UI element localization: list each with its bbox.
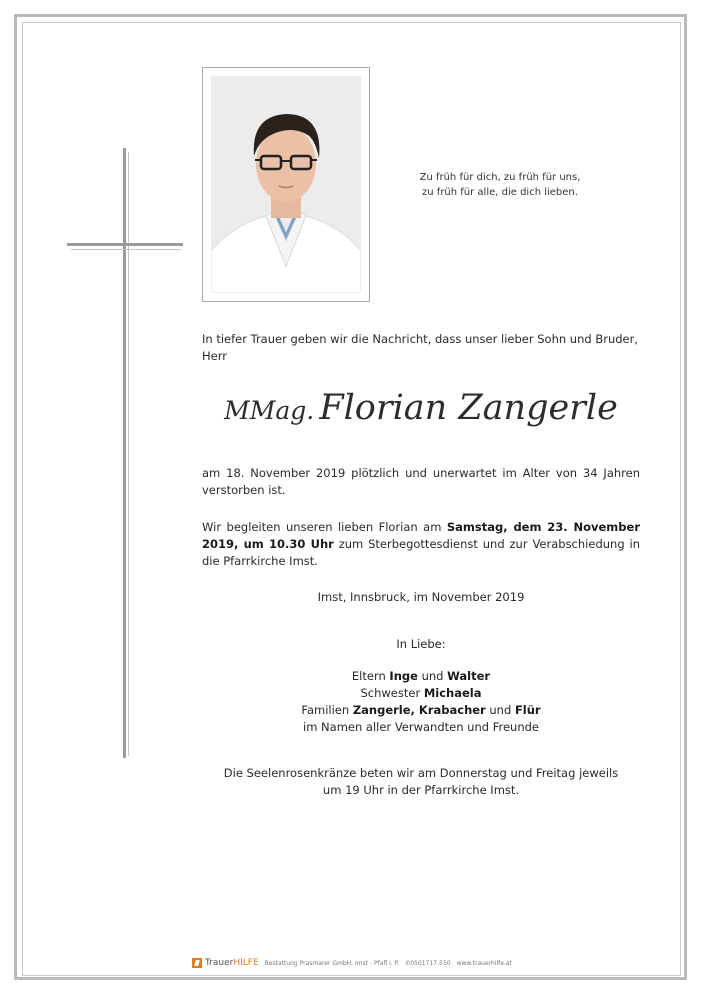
- in-love-heading: In Liebe:: [396, 637, 446, 651]
- sister-prefix: Schwester: [360, 686, 424, 700]
- full-name: Florian Zangerle: [319, 388, 618, 428]
- mourners-sister: [202, 685, 640, 702]
- family-last: Flür: [514, 703, 541, 717]
- service-date: Samstag, dem 23. November 2019, um 10.30 Uhr: [202, 520, 640, 551]
- portrait-frame: [202, 67, 370, 302]
- death-notice: am 18. November 2019 plötzlich und unerwartet im Alter von 34 Jahren verstorben ist.: [202, 466, 640, 497]
- mourners-parents: [202, 668, 640, 685]
- parent-2: Walter: [447, 669, 491, 683]
- footer: [192, 956, 532, 970]
- mourners-list: [202, 668, 640, 736]
- service-text-2: zum Sterbegottesdienst und zur Verabschiedung in die Pfarrkirche Imst.: [202, 537, 640, 568]
- trauerhilfe-logo-text: [205, 958, 259, 968]
- mourners-relatives: im Namen aller Verwandten und Freunde: [303, 720, 539, 734]
- quote: [400, 170, 600, 200]
- footer-phone: ✆0501717-550: [405, 959, 451, 967]
- place-date: Imst, Innsbruck, im November 2019: [317, 590, 525, 604]
- rosary-notice: [202, 765, 640, 799]
- quote-line-2: zu früh für alle, die dich lieben.: [422, 187, 578, 198]
- footer-website: www.trauerhilfe.at: [456, 959, 512, 967]
- portrait-photo: [211, 76, 361, 293]
- cross-horizontal-shadow: [71, 249, 181, 250]
- deceased-name: [202, 388, 640, 428]
- rosary-line-1: Die Seelenrosenkränze beten wir am Donnerstag und Freitag jeweils: [223, 766, 619, 780]
- families-names: Zangerle, Krabacher: [352, 703, 486, 717]
- logo-trauer: Trauer: [205, 958, 234, 968]
- mourners-families: [202, 702, 640, 719]
- portrait-illustration: [211, 76, 361, 293]
- parent-1: Inge: [389, 669, 418, 683]
- cross-horizontal-bar: [67, 243, 183, 246]
- intro-text: In tiefer Trauer geben wir die Nachricht, dass unser lieber Sohn und Bruder, Herr: [202, 332, 639, 363]
- cross-vertical-bar: [123, 148, 126, 758]
- families-prefix: Familien: [301, 703, 353, 717]
- rosary-line-2: um 19 Uhr in der Pfarrkirche Imst.: [322, 783, 520, 797]
- service-text-1: Wir begleiten unseren lieben Florian am: [202, 520, 447, 534]
- logo-hilfe: HILFE: [233, 958, 259, 968]
- academic-title: MMag.: [224, 396, 315, 425]
- quote-line-1: Zu früh für dich, zu früh für uns,: [419, 172, 581, 183]
- and-1: und: [417, 669, 448, 683]
- parents-prefix: Eltern: [351, 669, 390, 683]
- footer-company: Bestattung Prasmarer GmbH, Imst - Pfafl i. P.: [264, 959, 400, 967]
- and-2: und: [485, 703, 515, 717]
- trauerhilfe-logo-icon: [192, 958, 202, 968]
- service-notice: [202, 519, 640, 570]
- sister-name: Michaela: [423, 686, 482, 700]
